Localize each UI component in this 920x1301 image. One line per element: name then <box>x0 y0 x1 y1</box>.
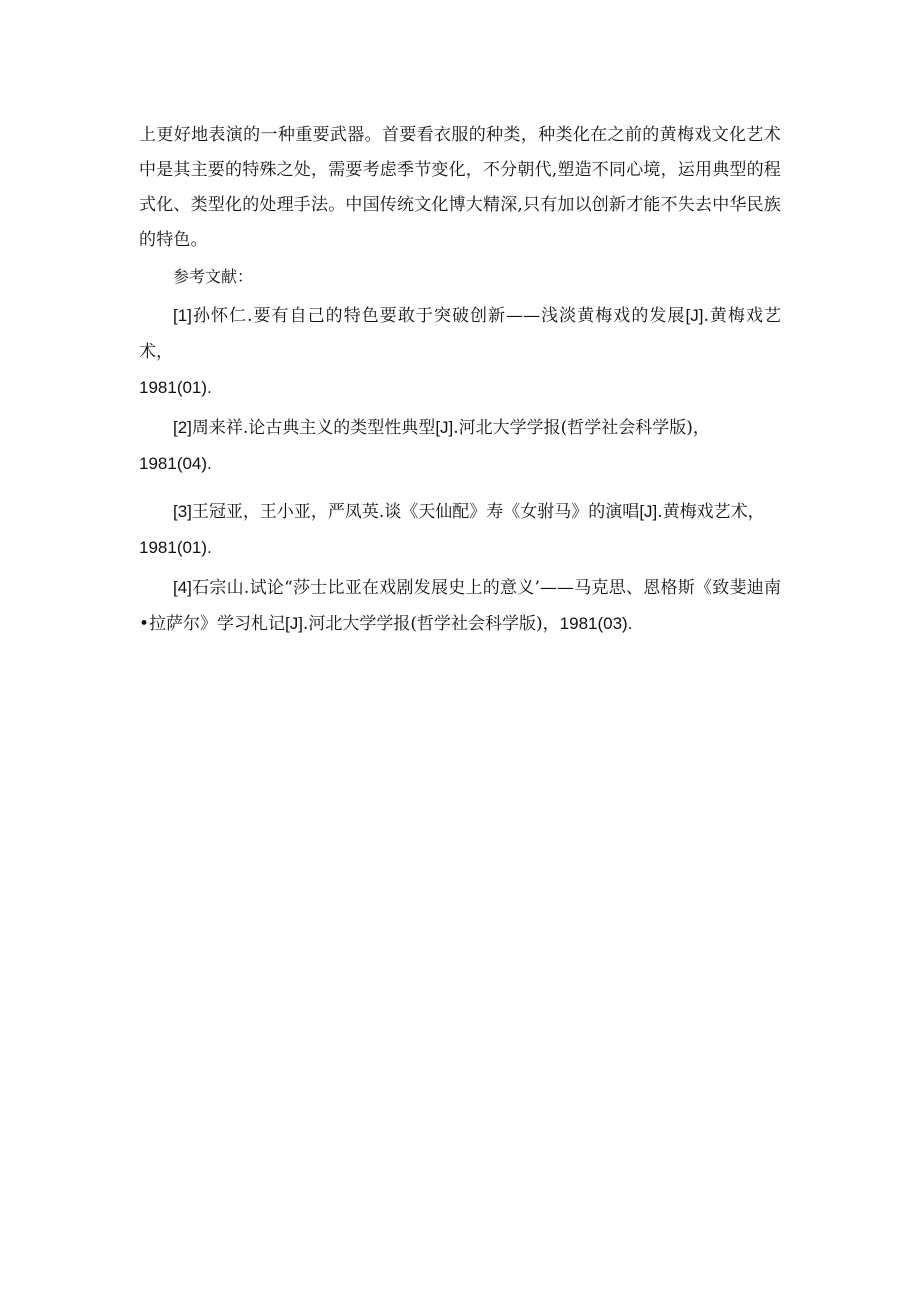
reference-year: 1981(04). <box>139 454 212 473</box>
reference-item-1 <box>139 298 781 406</box>
reference-year: 1981(03). <box>559 614 633 633</box>
reference-item-4 <box>139 570 781 642</box>
reference-type-tag: [J] <box>435 418 454 437</box>
reference-item-3 <box>139 494 781 566</box>
reference-type-tag: [J] <box>285 614 303 633</box>
document-page <box>139 118 781 642</box>
reference-source: .河北大学学报(哲学社会科学版)， <box>453 418 710 438</box>
reference-text: 王冠亚，王小亚，严凤英.谈《天仙配》寿《女驸马》的演唱 <box>191 502 640 522</box>
reference-source: .黄梅戏艺术， <box>139 306 782 362</box>
reference-text: 周来祥.论古典主义的类型性典型 <box>191 418 436 438</box>
reference-number: [3] <box>173 502 192 521</box>
reference-year: 1981(01). <box>139 378 212 397</box>
references-heading: 参考文献： <box>173 267 254 286</box>
reference-number: [1] <box>173 306 192 325</box>
reference-number: [4] <box>173 578 192 597</box>
reference-type-tag: [J] <box>685 306 704 325</box>
reference-text: 石宗山.试论“莎士比亚在戏剧发展史上的意义’——马克思、恩格斯《致斐迪南•拉萨尔》学习札记 <box>139 578 781 634</box>
reference-source: .河北大学学报(哲学社会科学版)， <box>302 614 560 634</box>
reference-year: 1981(01). <box>139 538 212 557</box>
body-paragraph: 上更好地表演的一种重要武器。首要看衣服的种类，种类化在之前的黄梅戏文化艺术中是其主要的特殊之处，需要考虑季节变化，不分朝代,塑造不同心境，运用典型的程式化、类型化的处理手法。中国传统文化博大精深,只有加以创新才能不失去中华民族的特色。 <box>139 125 782 250</box>
reference-text: 孙怀仁.要有自己的特色要敢于突破创新——浅淡黄梅戏的发展 <box>191 306 686 326</box>
reference-item-2 <box>139 410 781 482</box>
reference-type-tag: [J] <box>639 502 658 521</box>
reference-number: [2] <box>173 418 192 437</box>
reference-source: .黄梅戏艺术， <box>657 502 765 522</box>
